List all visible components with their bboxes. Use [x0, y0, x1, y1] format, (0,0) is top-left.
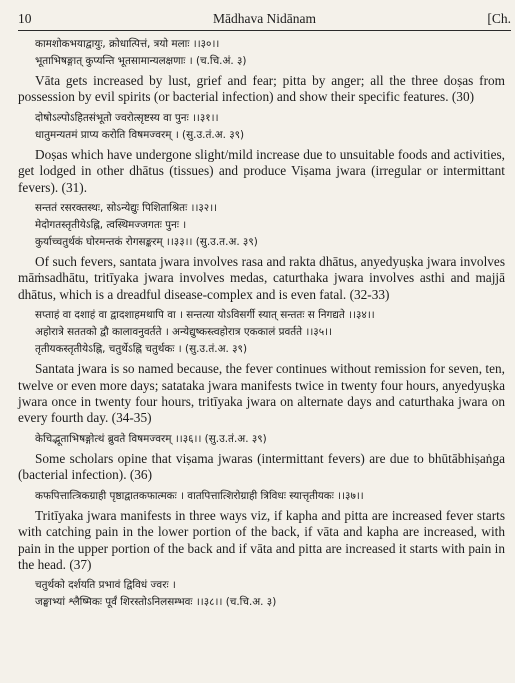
sanskrit-verse-31b: धातुमन्यतमं प्राप्य करोति विषमज्वरम् । (सु.उ.तं.अ. ३९) — [35, 128, 245, 141]
translation-32-33: Of such fevers, santata jwara involves rasa and rakta dhātus, anyedyuṣka jwara involves māṁsadhātu, tritīyaka jwara involves medas, caturthaka jwara involves asthi and majjā dhātus, which is a dreadful disease-complex and is even fatal. (32-33) — [18, 254, 505, 302]
translation-34-35: Santata jwara is so named because, the fever continues without remission for seven, ten, twelve or even more days; satataka jwara manifests twice in twenty four hours, anyedyuṣka jwara once in twenty four hours, tritīyaka jwara on alternate days and caturthaka jwara on every fourth day. (34-35) — [18, 361, 505, 426]
sanskrit-verse-30a: कामशोकभयाद्वायुः, क्रोधात्पित्तं, त्रयो मलाः ।।३०।। — [35, 38, 220, 50]
translation-31: Doṣas which have undergone slight/mild increase due to unsuitable foods and activities, get lodged in other dhātus (tissues) and produce Viṣama jwara (irregular or intermittant fevers). (31). — [18, 146, 505, 195]
sanskrit-verse-33a: मेदोगतस्तृतीयेऽह्नि, त्वस्थिमज्जगतः पुनः । — [35, 219, 187, 232]
sanskrit-verse-32: सन्ततं रसरक्तस्थः, सोऽन्येद्युः पिशिताश्रितः ।।३२।। — [35, 202, 218, 215]
chapter-marker: [Ch. — [487, 11, 511, 26]
translation-30: Vāta gets increased by lust, grief and fear; pitta by anger; all the three doṣas from possession by evil spirits (or bacterial infection) and show their specific features. (30) — [18, 73, 505, 105]
page-number: 10 — [18, 11, 32, 26]
sanskrit-verse-36: केचिद्भूताभिषङ्गोत्थं ब्रुवते विषमज्वरम् ।।३६।। (सु.उ.तं.अ. ३९) — [35, 432, 267, 445]
sanskrit-verse-35a: अहोरात्रे सततको द्वौ कालावनुवर्तते । अन्येद्युष्कस्त्वहोरात्र एककालं प्रवर्तते ।।३५।। — [35, 326, 332, 339]
page-content — [18, 36, 505, 611]
sanskrit-verse-35b: तृतीयकस्तृतीयेऽह्नि, चतुर्थेऽह्नि चतुर्थकः । (सु.उ.तं.अ. ३९) — [35, 343, 248, 356]
sanskrit-verse-38a: चतुर्थको दर्शयति प्रभावं द्विविधं ज्वरः । — [35, 579, 176, 592]
sanskrit-verse-31a: दोषोऽल्पोऽहितसंभूतो ज्वरोत्सृष्टस्य वा पुनः ।।३१।। — [35, 111, 219, 124]
translation-36: Some scholars opine that viṣama jwaras (intermittant fevers) are due to bhūtābhiṣaṅga (bacterial infection). (36) — [18, 450, 505, 483]
sanskrit-verse-37: कफपित्तात्त्रिकग्राही पृष्ठाद्वातकफात्मकः । वातपित्तात्शिरोग्राही त्रिविधः स्यात्तृतीयकः ।।३७।। — [35, 489, 364, 502]
running-title: Mādhava Nidānam — [212, 11, 317, 26]
sanskrit-verse-34: सप्ताहं वा दशाहं वा द्वादशाहमथापि वा । सन्तत्या योऽविसर्गी स्यात् सन्ततः स निगद्यते ।।३४।। — [35, 309, 375, 322]
translation-37: Tritīyaka jwara manifests in three ways viz, if kapha and pitta are increased fever starts with catching pain in the lower portion of the back, if vāta and kapha are increased, with pain in the upper portion of the back and if vāta and pitta are increased it starts with pain in the head. (37) — [18, 507, 505, 572]
page-header — [18, 8, 511, 31]
sanskrit-verse-30b: भूताभिषङ्गात् कुप्यन्ति भूतसामान्यलक्षणाः । (च.चि.अं. ३) — [35, 55, 247, 67]
sanskrit-verse-38b: जङ्घाभ्यां श्लैष्मिकः पूर्वं शिरस्तोऽनिलसम्भवः ।।३८।। (च.चि.अ. ३) — [35, 596, 277, 609]
sanskrit-verse-33b: कुर्याच्चतुर्थकं घोरमन्तकं रोगसङ्करम् ।।३३।। (सु.उ.त.अ. ३९) — [35, 236, 258, 249]
